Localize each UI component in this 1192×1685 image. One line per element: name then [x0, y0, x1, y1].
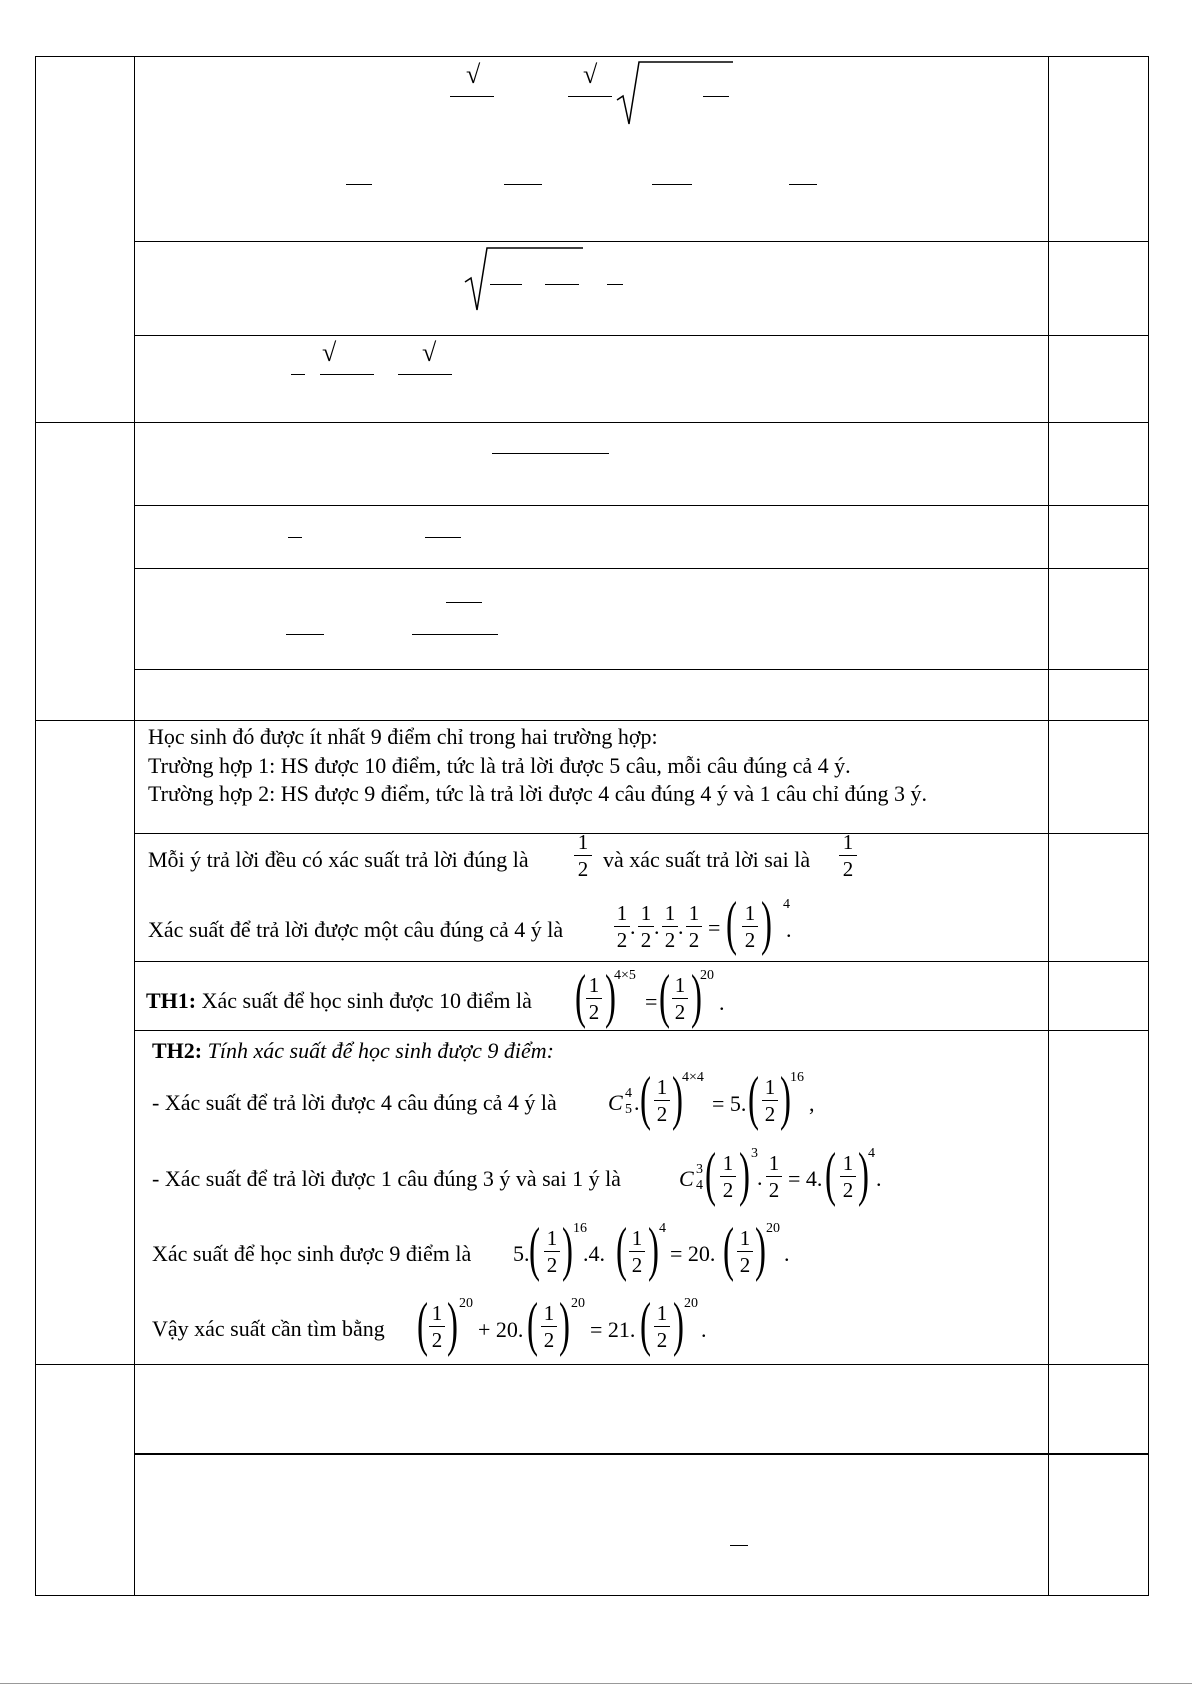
- exponent: 4: [868, 1146, 875, 1161]
- fraction-one-half: [839, 830, 857, 881]
- fraction-bar: [346, 184, 372, 185]
- each-idea-mid-text: và xác suất trả lời sai là: [603, 847, 811, 872]
- fraction-bar: [607, 284, 623, 285]
- left-paren: (: [726, 890, 737, 956]
- exponent: 20: [700, 968, 714, 983]
- intro-text: Học sinh đó được ít nhất 9 điểm chỉ trong hai trường hợp:: [148, 724, 658, 749]
- fraction-bar: [398, 374, 452, 375]
- radical-sign: [615, 60, 735, 126]
- fraction-one-half: [544, 1226, 560, 1277]
- left-paren: (: [529, 1216, 540, 1282]
- left-paren: (: [705, 1141, 716, 1207]
- fraction-bar: [288, 537, 302, 538]
- fraction-bar: [286, 634, 324, 635]
- numerator: 1: [640, 901, 652, 925]
- fraction-one-half: [654, 1301, 670, 1352]
- exponent: 20: [684, 1296, 698, 1311]
- sqrt-symbol: √: [322, 338, 337, 367]
- right-paren: ): [691, 963, 702, 1029]
- fraction-bar: [446, 602, 482, 603]
- th2-label: TH2:: [152, 1038, 203, 1063]
- equals-twenty: = 20.: [670, 1241, 716, 1266]
- dot: .: [654, 914, 660, 939]
- fraction-bar: [320, 374, 374, 375]
- equals-five: = 5.: [712, 1091, 747, 1116]
- fraction-one-half: [720, 1151, 736, 1202]
- numerator: 1: [842, 1151, 854, 1175]
- left-paren: (: [575, 963, 586, 1029]
- numerator: 1: [588, 973, 600, 997]
- fraction-one-half: [742, 901, 758, 952]
- table-border-col2: [1048, 56, 1049, 1596]
- sub-row-line: [134, 241, 1149, 242]
- fraction-bar: [504, 184, 542, 185]
- sub-row-line: [134, 961, 1149, 962]
- denominator: 2: [674, 1000, 686, 1024]
- fraction-one-half: [737, 1226, 753, 1277]
- plus-twenty: + 20.: [478, 1317, 524, 1342]
- fraction-bar: [450, 96, 494, 97]
- numerator: 1: [616, 901, 628, 925]
- denominator: 2: [656, 1102, 668, 1126]
- right-paren: ): [447, 1291, 458, 1357]
- left-paren: (: [748, 1065, 759, 1131]
- denominator: 2: [842, 1178, 854, 1202]
- exponent: 4: [659, 1221, 666, 1236]
- numerator: 1: [744, 901, 756, 925]
- right-paren: ): [780, 1065, 791, 1131]
- numerator: 1: [577, 830, 589, 854]
- right-paren: ): [673, 1291, 684, 1357]
- fraction-bar: [490, 284, 522, 285]
- left-paren: (: [659, 963, 670, 1029]
- numerator: 1: [431, 1301, 443, 1325]
- row-line: [35, 422, 1149, 423]
- combination-top: 3: [696, 1162, 703, 1177]
- numerator: 1: [656, 1301, 668, 1325]
- sqrt-symbol: √: [422, 338, 437, 367]
- denominator: 2: [722, 1178, 734, 1202]
- line-b-text: - Xác suất để trả lời được 1 câu đúng 3 ý và sai 1 ý là: [152, 1166, 621, 1191]
- sub-row-line: [134, 1030, 1149, 1031]
- numerator: 1: [543, 1301, 555, 1325]
- denominator: 2: [842, 857, 854, 881]
- fraction-one-half: [638, 901, 654, 952]
- period: .: [701, 1317, 707, 1342]
- equals: =: [708, 915, 721, 940]
- denominator: 2: [631, 1253, 643, 1277]
- fraction-bar: [568, 96, 612, 97]
- fraction-bar: [425, 537, 461, 538]
- period: .: [876, 1166, 882, 1191]
- right-paren: ): [755, 1216, 766, 1282]
- left-paren: (: [527, 1291, 538, 1357]
- combination-symbol: C: [679, 1166, 694, 1191]
- dot: .: [634, 1090, 640, 1115]
- exponent: 4: [783, 897, 790, 912]
- right-paren: ): [739, 1141, 750, 1207]
- fraction-one-half: [762, 1075, 778, 1126]
- denominator: 2: [543, 1328, 555, 1352]
- fraction-bar: [789, 184, 817, 185]
- exponent: 3: [751, 1146, 758, 1161]
- dot: .: [630, 914, 636, 939]
- nine-points-text: Xác suất để học sinh được 9 điểm là: [152, 1241, 472, 1266]
- fraction-one-half: [662, 901, 678, 952]
- right-paren: ): [858, 1141, 869, 1207]
- denominator: 2: [764, 1102, 776, 1126]
- case1-text: Trường hợp 1: HS được 10 điểm, tức là trả lời được 5 câu, mỗi câu đúng cả 4 ý.: [148, 753, 851, 778]
- denominator: 2: [744, 928, 756, 952]
- combination-top: 4: [625, 1086, 632, 1101]
- fraction-bar: [703, 96, 729, 97]
- row-line: [35, 56, 1149, 57]
- combination-bottom: 5: [625, 1102, 632, 1117]
- denominator: 2: [768, 1178, 780, 1202]
- comma: ,: [809, 1091, 815, 1116]
- sub-row-line: [134, 833, 1149, 834]
- numerator: 1: [656, 1075, 668, 1099]
- period: .: [719, 990, 725, 1015]
- right-paren: ): [672, 1065, 683, 1131]
- exponent: 4×4: [682, 1070, 704, 1085]
- th2-line: [152, 1038, 554, 1064]
- exponent: 20: [459, 1296, 473, 1311]
- conclusion-text: Vậy xác suất cần tìm bằng: [152, 1316, 385, 1341]
- numerator: 1: [688, 901, 700, 925]
- exponent: 16: [790, 1070, 804, 1085]
- numerator: 1: [664, 901, 676, 925]
- numerator: 1: [546, 1226, 558, 1250]
- table-border-col1: [134, 56, 135, 1596]
- numerator: 1: [842, 830, 854, 854]
- denominator: 2: [577, 857, 589, 881]
- sub-row-line: [134, 1453, 1149, 1455]
- th2-text: Tính xác suất để học sinh được 9 điểm:: [207, 1038, 554, 1063]
- th1-line: [146, 988, 532, 1014]
- dot: .: [678, 914, 684, 939]
- equals-four: = 4.: [788, 1166, 823, 1191]
- numerator: 1: [722, 1151, 734, 1175]
- case2-text: Trường hợp 2: HS được 9 điểm, tức là trả lời được 4 câu đúng 4 ý và 1 câu chỉ đúng 3 ý.: [148, 781, 927, 806]
- left-paren: (: [640, 1065, 651, 1131]
- fraction-one-half: [686, 901, 702, 952]
- fraction-one-half: [429, 1301, 445, 1352]
- fraction-bar: [652, 184, 692, 185]
- numerator: 1: [739, 1226, 751, 1250]
- denominator: 2: [656, 1328, 668, 1352]
- exponent: 16: [573, 1221, 587, 1236]
- equals: =: [645, 989, 658, 1014]
- sub-row-line: [134, 505, 1149, 506]
- denominator: 2: [616, 928, 628, 952]
- left-paren: (: [417, 1291, 428, 1357]
- combination-bottom: 4: [696, 1178, 703, 1193]
- period: .: [784, 1241, 790, 1266]
- left-paren: (: [640, 1291, 651, 1357]
- th1-text: Xác suất để học sinh được 10 điểm là: [201, 988, 532, 1013]
- fraction-bar: [291, 374, 305, 375]
- table-border-right: [1148, 56, 1149, 1596]
- fraction-one-half: [654, 1075, 670, 1126]
- right-paren: ): [559, 1291, 570, 1357]
- radical-sign: [463, 246, 585, 312]
- line-a-text: - Xác suất để trả lời được 4 câu đúng cả 4 ý là: [152, 1090, 557, 1115]
- fraction-one-half: [541, 1301, 557, 1352]
- fraction-bar: [412, 634, 498, 635]
- combination-symbol: C: [608, 1090, 623, 1115]
- denominator: 2: [664, 928, 676, 952]
- th1-label: TH1:: [146, 988, 197, 1013]
- equals-twentyone: = 21.: [590, 1317, 636, 1342]
- denominator: 2: [588, 1000, 600, 1024]
- denominator: 2: [688, 928, 700, 952]
- one-question-text: Xác suất để trả lời được một câu đúng cả 4 ý là: [148, 917, 564, 942]
- period: .: [786, 917, 792, 942]
- times-four: .4.: [583, 1241, 605, 1266]
- numerator: 1: [764, 1075, 776, 1099]
- fraction-one-half: [840, 1151, 856, 1202]
- sub-row-line: [134, 568, 1149, 569]
- fraction-one-half: [672, 973, 688, 1024]
- fraction-one-half: [614, 901, 630, 952]
- left-paren: (: [723, 1216, 734, 1282]
- fraction-bar: [492, 453, 609, 454]
- table-border-left: [35, 56, 36, 1596]
- fraction-one-half: [766, 1151, 782, 1202]
- sub-row-line: [134, 335, 1149, 336]
- sub-row-line: [134, 669, 1149, 670]
- fraction-one-half: [586, 973, 602, 1024]
- sqrt-symbol: √: [583, 60, 598, 89]
- numerator: 1: [631, 1226, 643, 1250]
- dot: .: [757, 1165, 763, 1190]
- five-coef: 5.: [513, 1241, 530, 1266]
- right-paren: ): [761, 890, 772, 956]
- exponent: 4×5: [614, 968, 636, 983]
- left-paren: (: [825, 1141, 836, 1207]
- sqrt-symbol: √: [466, 60, 481, 89]
- numerator: 1: [768, 1151, 780, 1175]
- exponent: 20: [766, 1221, 780, 1236]
- denominator: 2: [546, 1253, 558, 1277]
- fraction-bar: [545, 284, 579, 285]
- denominator: 2: [431, 1328, 443, 1352]
- right-paren: ): [562, 1216, 573, 1282]
- right-paren: ): [605, 963, 616, 1029]
- left-paren: (: [616, 1216, 627, 1282]
- row-line: [35, 1364, 1149, 1365]
- each-idea-text: Mỗi ý trả lời đều có xác suất trả lời đúng là: [148, 847, 529, 872]
- denominator: 2: [739, 1253, 751, 1277]
- fraction-bar: [730, 1545, 748, 1546]
- row-line: [35, 1595, 1149, 1596]
- right-paren: ): [648, 1216, 659, 1282]
- fraction-one-half: [574, 830, 592, 881]
- numerator: 1: [674, 973, 686, 997]
- fraction-one-half: [629, 1226, 645, 1277]
- exponent: 20: [571, 1296, 585, 1311]
- row-line: [35, 720, 1149, 721]
- denominator: 2: [640, 928, 652, 952]
- page-bottom-rule: [0, 1683, 1192, 1684]
